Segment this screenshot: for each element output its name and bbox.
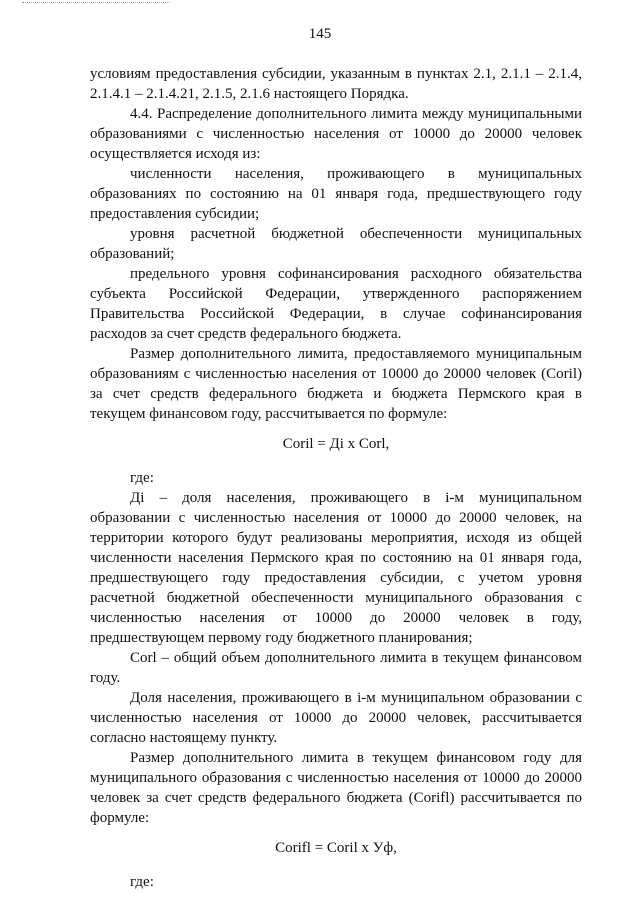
paragraph-limit-size: Размер дополнительного лимита, предоставляемого муниципальным образованиям с численностью населения от 10000 до 20000 человек (Coril) за счет средств федерального бюджета и бюджета Пермского края в текущем финансовом году, рассчитывается по формуле: [90, 346, 582, 422]
list-item-budget-level: уровня расчетной бюджетной обеспеченности муниципальных образований; [90, 226, 582, 262]
where-label-2: где: [130, 874, 154, 890]
list-item-population: численности населения, проживающего в муниципальных образованиях по состоянию на 01 января года, предшествующего году предоставления субсидии; [90, 166, 582, 222]
formula-corifl: Corifl = Coril x Уф, [275, 840, 397, 856]
paragraph-population-share: Доля населения, проживающего в i-м муниципальном образовании с численностью населения от 10000 до 20000 человек, рассчитывается согласно настоящему пункту. [90, 690, 582, 746]
page-number: 145 [308, 26, 332, 42]
paragraph-federal-limit: Размер дополнительного лимита в текущем финансовом году для муниципального образования с численностью населения от 10000 до 20000 человек за счет средств федерального бюджета (Corifl) рассчитывается по формуле: [90, 750, 582, 826]
definition-di: Дi – доля населения, проживающего в i-м муниципальном образовании с численностью населения от 10000 до 20000 человек, на территории которого будут реализованы мероприятия, исходя из общей численности населения Пермского края по состоянию на 01 января года, предшествующего году предоставления субсидии, с учетом уровня расчетной бюджетной обеспеченности муниципального образования с численностью населения от 10000 до 20000 человек в году, предшествующем первому году бюджетного планирования; [90, 490, 582, 646]
list-item-cofinancing: предельного уровня софинансирования расходного обязательства субъекта Российской Федерации, утвержденного распоряжением Правительства Российской Федерации, в случае софинансирования расходов за счет средств федерального бюджета. [90, 266, 582, 342]
top-dotted-line [22, 2, 170, 3]
definition-corl: Corl – общий объем дополнительного лимита в текущем финансовом году. [90, 650, 582, 686]
paragraph-continuation: условиям предоставления субсидии, указанным в пунктах 2.1, 2.1.1 – 2.1.4, 2.1.4.1 – 2.1.4.21, 2.1.5, 2.1.6 настоящего Порядка. [90, 66, 582, 102]
formula-coril: Coril = Дi x Corl, [282, 436, 390, 452]
document-body [90, 64, 582, 892]
where-label: где: [130, 470, 154, 486]
paragraph-4-4: 4.4. Распределение дополнительного лимита между муниципальными образованиями с численностью населения от 10000 до 20000 человек осуществляется исходя из: [90, 106, 582, 162]
